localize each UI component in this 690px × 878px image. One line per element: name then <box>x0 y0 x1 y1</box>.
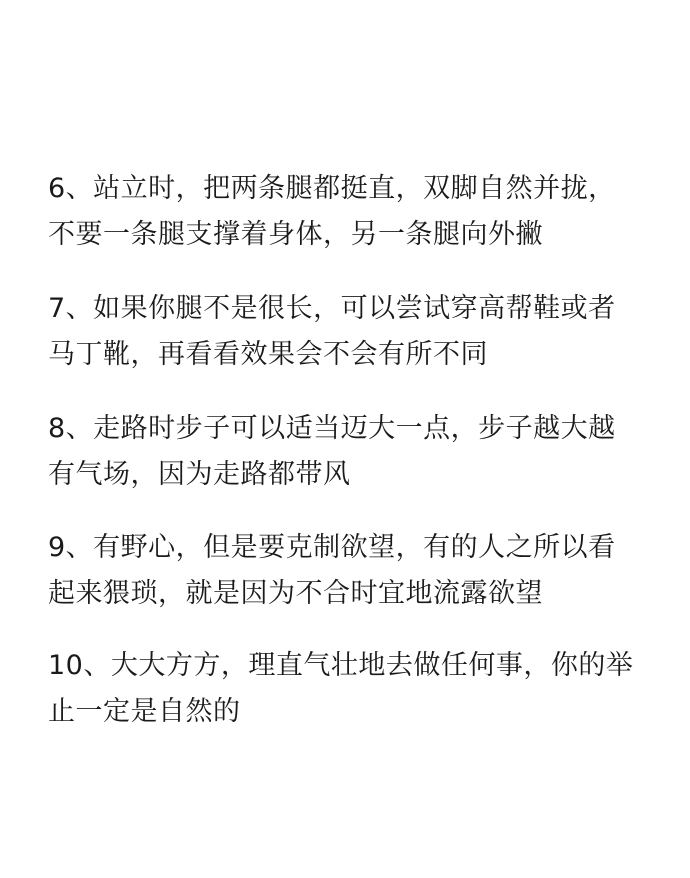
tip-line: 6、站立时，把两条腿都挺直，双脚自然并拢， <box>48 173 616 204</box>
tip-line: 9、有野心，但是要克制欲望，有的人之所以看 <box>48 532 616 563</box>
tip-line: 10、大大方方，理直气壮地去做任何事，你的举 <box>48 650 634 681</box>
tip-9 <box>48 525 668 617</box>
tip-line: 马丁靴，再看看效果会不会有所不同 <box>48 339 488 370</box>
tip-line: 不要一条腿支撑着身体，另一条腿向外撇 <box>48 219 543 250</box>
tip-8 <box>48 406 668 498</box>
tip-line: 有气场，因为走路都带风 <box>48 459 351 490</box>
tip-line: 8、走路时步子可以适当迈大一点，步子越大越 <box>48 413 616 444</box>
tip-6 <box>48 166 668 258</box>
tip-line: 止一定是自然的 <box>48 696 241 727</box>
tip-7 <box>48 286 668 378</box>
tip-line: 7、如果你腿不是很长，可以尝试穿高帮鞋或者 <box>48 293 616 324</box>
tip-10 <box>48 643 668 735</box>
tip-line: 起来猥琐，就是因为不合时宜地流露欲望 <box>48 578 543 609</box>
